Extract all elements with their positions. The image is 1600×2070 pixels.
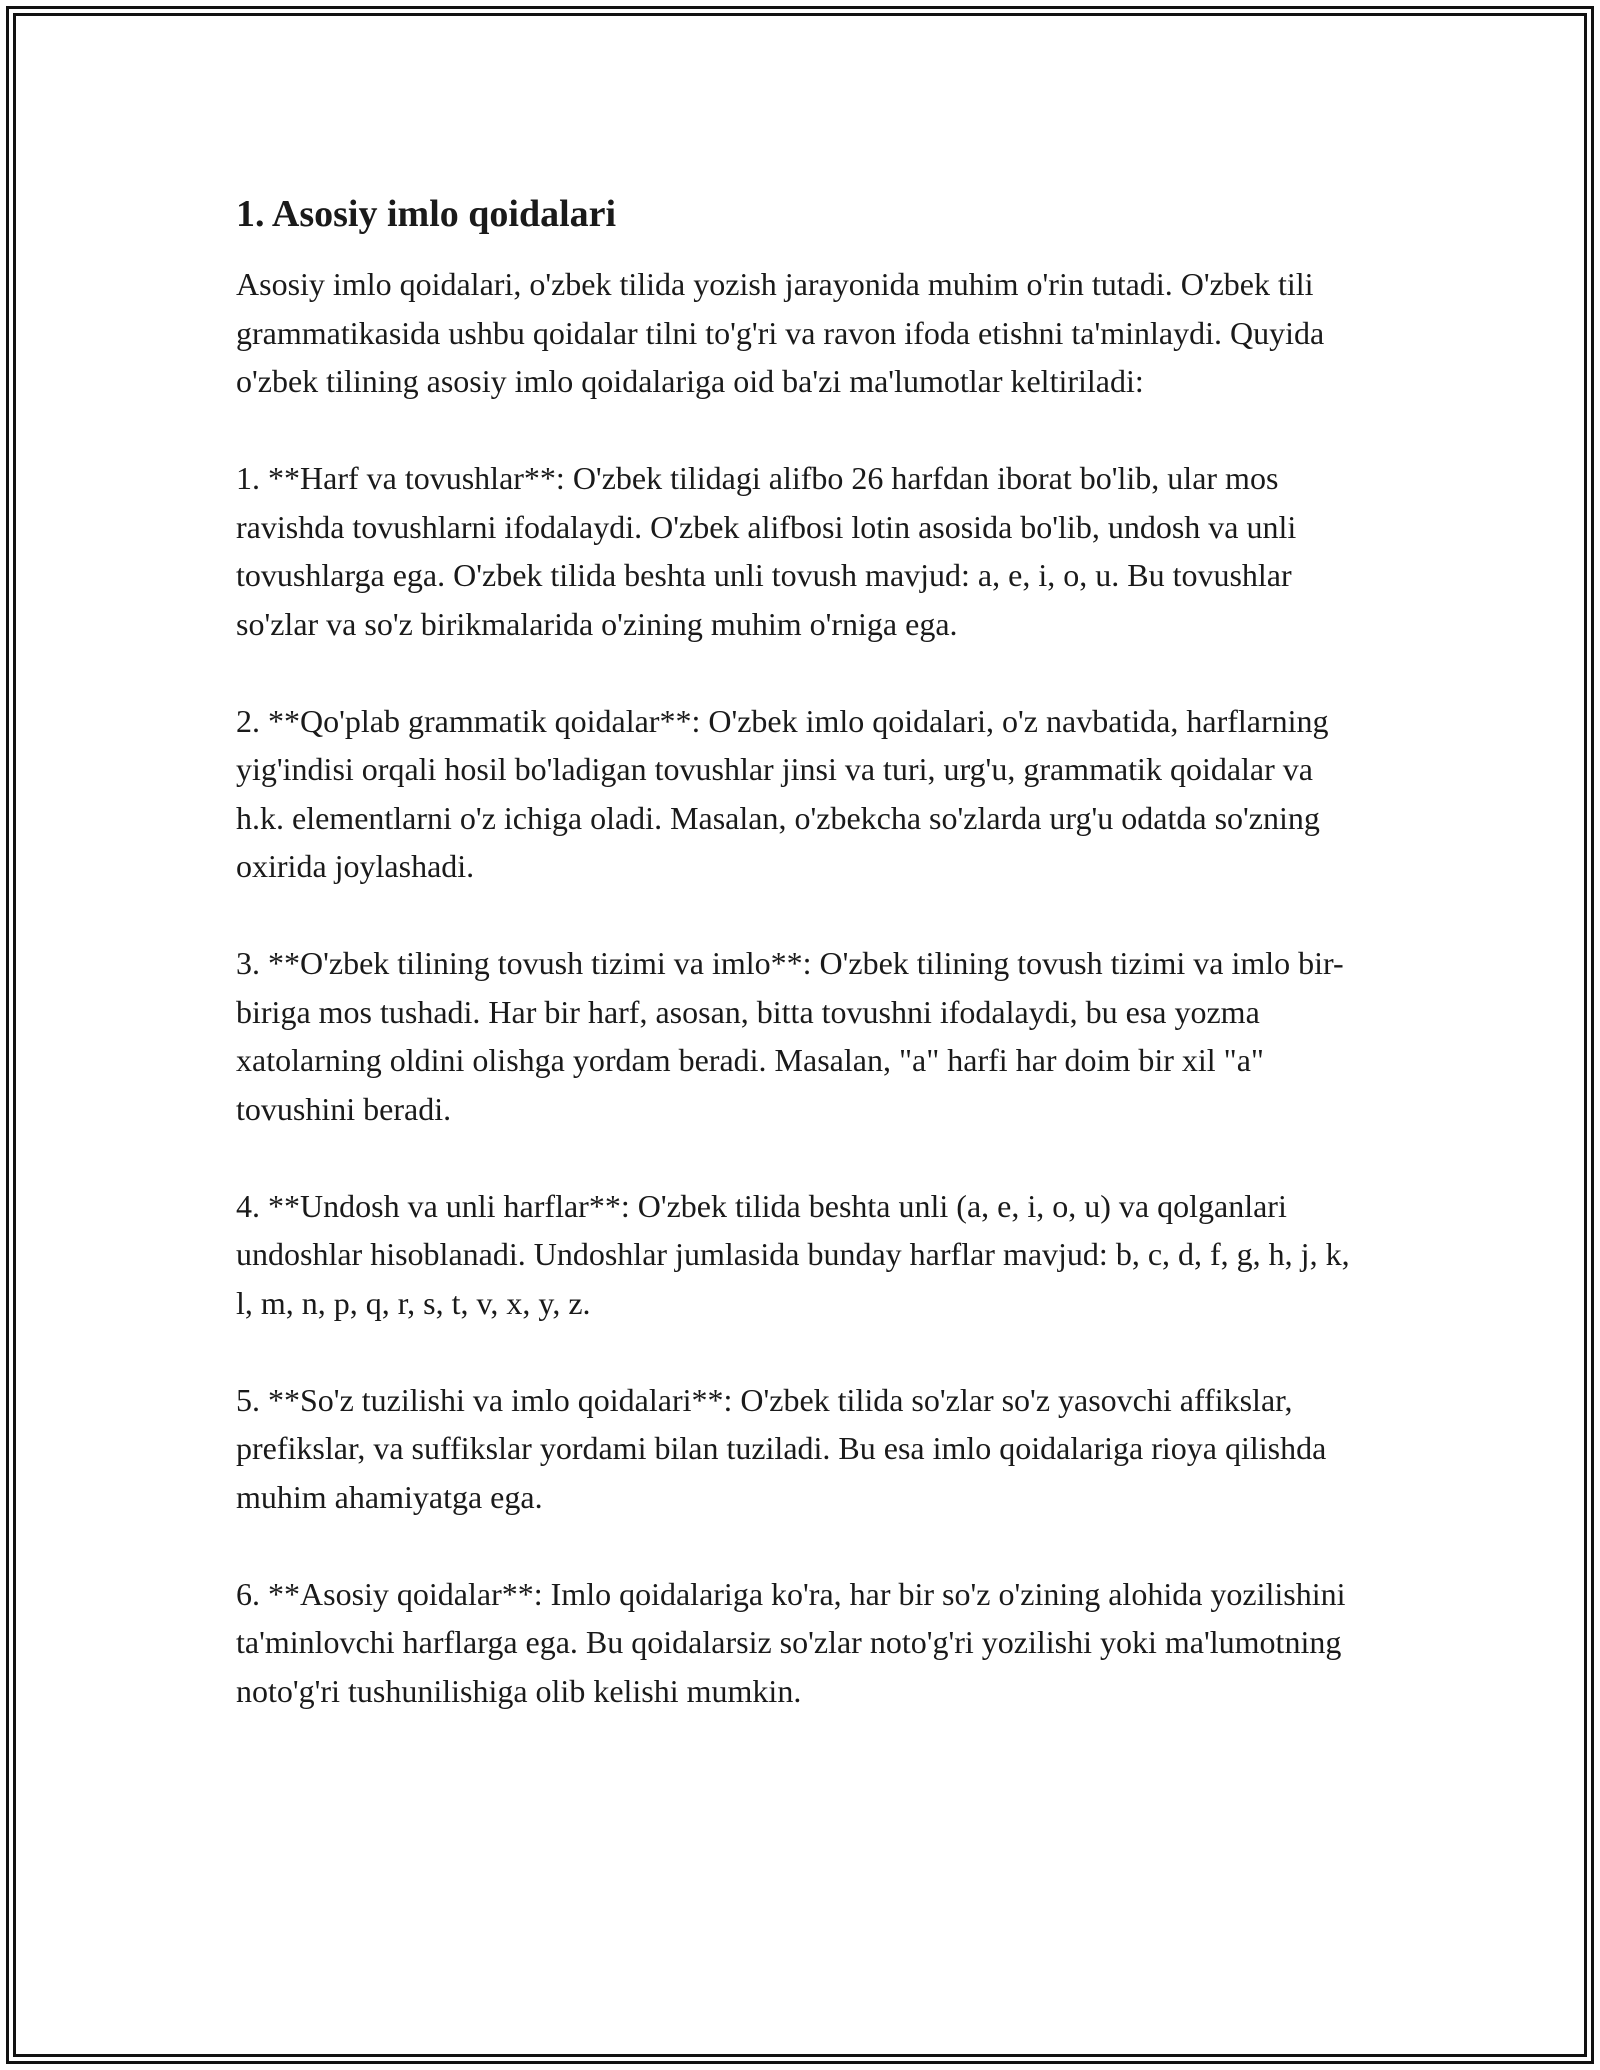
rule-paragraph-5: 5. **So'z tuzilishi va imlo qoidalari**: O'zbek tilida so'zlar so'z yasovchi affikslar, prefikslar, va suffikslar yordami bilan tuziladi. Bu esa imlo qoidalariga rioya qilishda muhim ahamiyatga ega. xyxy=(236,1381,1327,1515)
rule-paragraph-6: 6. **Asosiy qoidalar**: Imlo qoidalariga ko'ra, har bir so'z o'zining alohida yozilishini ta'minlovchi harflarga ega. Bu qoidalarsiz so'zlar noto'g'ri yozilishi yoki ma'lumotning noto'g'ri tushunilishiga olib kelishi mumkin. xyxy=(236,1575,1346,1709)
document-body xyxy=(236,186,1366,1764)
rule-paragraph-4: 4. **Undosh va unli harflar**: O'zbek tilida beshta unli (a, e, i, o, u) va qolganlari undoshlar hisoblanadi. Undoshlar jumlasida bunday harflar mavjud: b, c, d, f, g, h, j, k, l, m, n, p, q, r, s, t, v, x, y, z. xyxy=(236,1187,1350,1321)
rule-paragraph-2: 2. **Qo'plab grammatik qoidalar**: O'zbek imlo qoidalari, o'z navbatida, harflarning yig'indisi orqali hosil bo'ladigan tovushlar jinsi va turi, urg'u, grammatik qoidalar va h.k. elementlarni o'z ichiga oladi. Masalan, o'zbekcha so'zlarda urg'u odatda so'zning oxirida joylashadi. xyxy=(236,702,1329,884)
rule-paragraph-1: 1. **Harf va tovushlar**: O'zbek tilidagi alifbo 26 harfdan iborat bo'lib, ular mos ravishda tovushlarni ifodalaydi. O'zbek alifbosi lotin asosida bo'lib, undosh va unli tovushlarga ega. O'zbek tilida beshta unli tovush mavjud: a, e, i, o, u. Bu tovushlar so'zlar va so'z birikmalarida o'zining muhim o'rniga ega. xyxy=(236,460,1297,642)
section-heading: 1. Asosiy imlo qoidalari xyxy=(236,193,617,235)
rule-paragraph-3: 3. **O'zbek tilining tovush tizimi va imlo**: O'zbek tilining tovush tizimi va imlo bir-biriga mos tushadi. Har bir harf, asosan, bitta tovushni ifodalaydi, bu esa yozma xatolarning oldini olishga yordam beradi. Masalan, "a" harfi har doim bir xil "a" tovushini beradi. xyxy=(236,945,1344,1127)
intro-paragraph: Asosiy imlo qoidalari, o'zbek tilida yozish jarayonida muhim o'rin tutadi. O'zbek tili grammatikasida ushbu qoidalar tilni to'g'ri va ravon ifoda etishni ta'minlaydi. Quyida o'zbek tilining asosiy imlo qoidalariga oid ba'zi ma'lumotlar keltiriladi: xyxy=(236,266,1325,399)
